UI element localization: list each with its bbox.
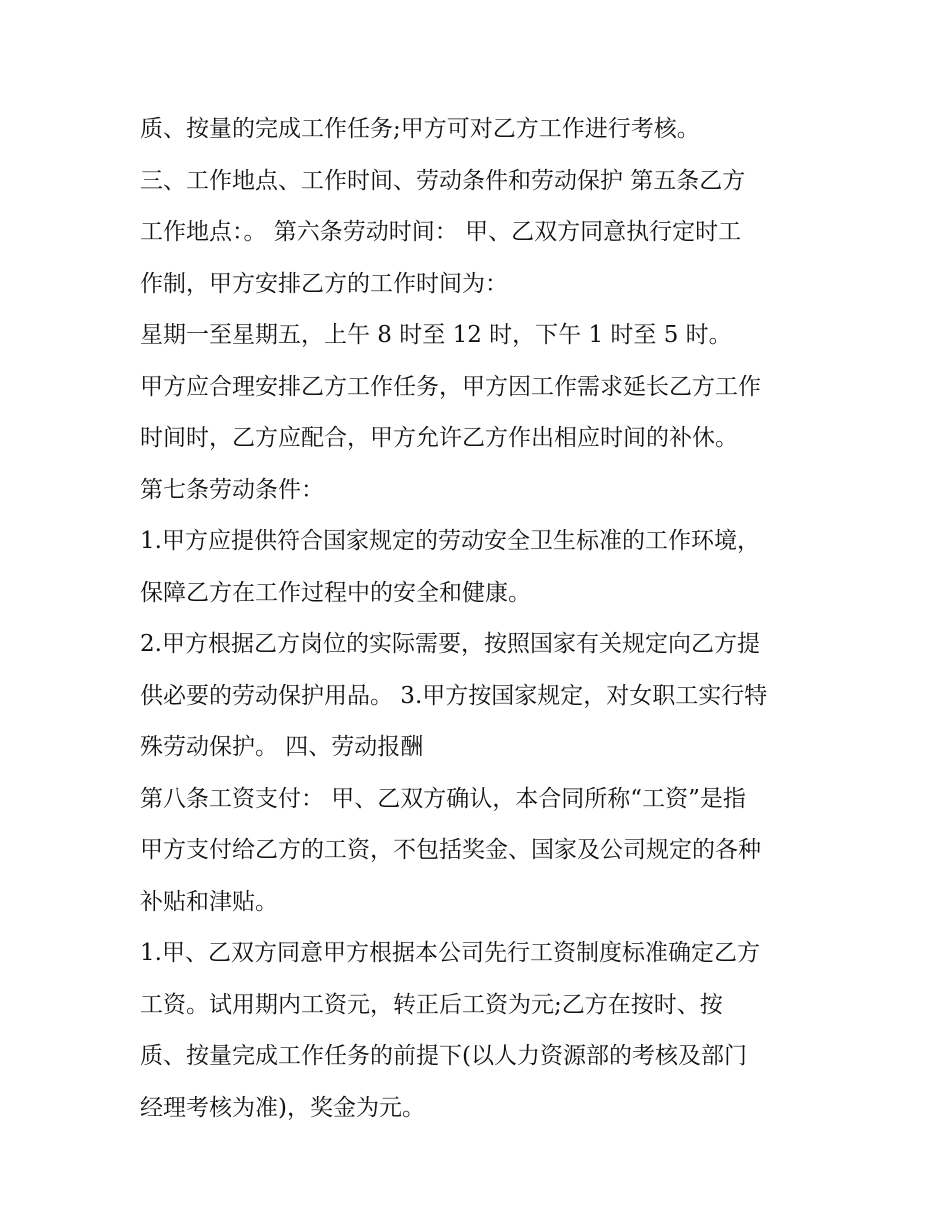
text-line: 殊劳动保护。 四、劳动报酬: [140, 734, 424, 760]
text-line: 第八条工资支付： 甲、乙双方确认，本合同所称“工资”是指: [140, 785, 746, 812]
text-line: 2.甲方根据乙方岗位的实际需要，按照国家有关规定向乙方提: [140, 631, 760, 657]
text-line: 质、按量完成工作任务的前提下(以人力资源部的考核及部门: [140, 1043, 747, 1069]
text-line: 三、工作地点、工作时间、劳动条件和劳动保护 第五条乙方: [140, 167, 746, 194]
text-line: 补贴和津贴。: [140, 888, 278, 915]
text-line: 工资。试用期内工资元，转正后工资为元;乙方在按时、按: [140, 991, 723, 1018]
text-line: 1.甲、乙双方同意甲方根据本公司先行工资制度标准确定乙方: [140, 940, 760, 966]
text-line: 甲方应合理安排乙方工作任务，甲方因工作需求延长乙方工作: [140, 373, 761, 400]
text-line: 第七条劳动条件：: [140, 476, 324, 503]
text-line: 时间时，乙方应配合，甲方允许乙方作出相应时间的补休。: [140, 425, 738, 451]
text-line: 工作地点：。 第六条劳动时间： 甲、乙双方同意执行定时工: [140, 219, 742, 245]
text-line: 甲方支付给乙方的工资，不包括奖金、国家及公司规定的各种: [140, 837, 761, 863]
text-line: 经理考核为准)，奖金为元。: [140, 1094, 425, 1121]
contract-body-text: [140, 104, 820, 1134]
text-line: 供必要的劳动保护用品。 3.甲方按国家规定，对女职工实行特: [140, 682, 768, 709]
text-line: 星期一至星期五，上午 8 时至 12 时，下午 1 时至 5 时。: [140, 322, 732, 348]
text-line: 保障乙方在工作过程中的安全和健康。: [140, 579, 531, 606]
text-line: 作制，甲方安排乙方的工作时间为：: [140, 270, 508, 297]
text-line: 质、按量的完成工作任务;甲方可对乙方工作进行考核。: [140, 116, 700, 142]
text-line: 1.甲方应提供符合国家规定的劳动安全卫生标准的工作环境，: [140, 528, 760, 554]
